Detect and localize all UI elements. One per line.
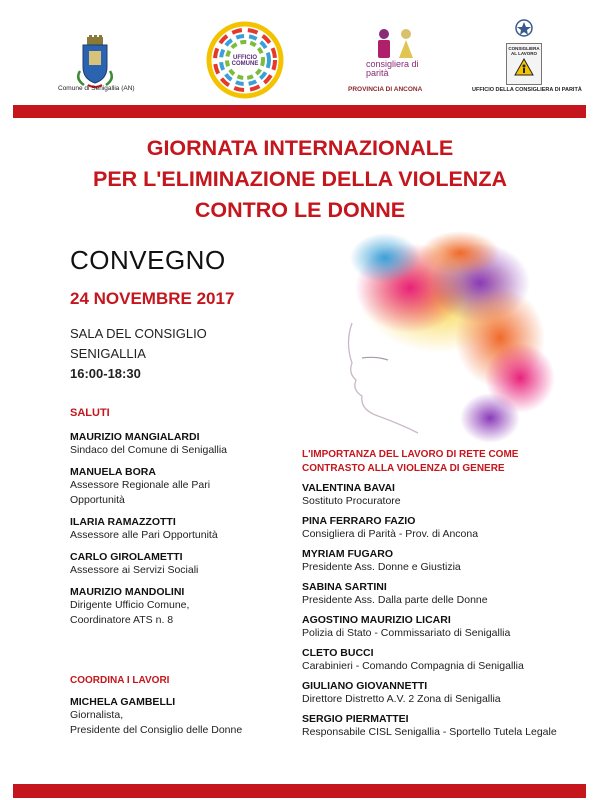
people-figures-icon [366, 28, 426, 60]
speaker-role: Direttore Distretto A.V. 2 Zona di Senigallia [302, 693, 501, 705]
speaker-name: AGOSTINO MAURIZIO LICARI [302, 614, 451, 626]
person-name: CARLO GIROLAMETTI [70, 551, 183, 563]
person-name: MAURIZIO MANGIALARDI [70, 431, 200, 443]
speaker-role: Responsabile CISL Senigallia - Sportello Tutela Legale [302, 726, 557, 738]
event-type: CONVEGNO [70, 245, 226, 275]
person-name: MANUELA BORA [70, 466, 156, 478]
ministero-sign [506, 43, 542, 85]
watercolor-face-artwork [290, 228, 560, 453]
person-role: Opportunità [70, 494, 125, 506]
list-item [302, 581, 592, 608]
title-line-1: GIORNATA INTERNAZIONALE [146, 136, 454, 160]
list-item [302, 647, 592, 674]
list-item [70, 516, 300, 543]
event-time: 16:00-18:30 [70, 366, 141, 381]
speaker-name: MYRIAM FUGARO [302, 548, 393, 560]
comune-caption: Comune di Senigallia (AN) [58, 85, 135, 92]
event-venue [70, 324, 207, 384]
person-role: Assessore Regionale alle Pari [70, 479, 211, 491]
list-item [302, 680, 592, 707]
footer-divider [13, 784, 586, 798]
moderator-role-line-2: Presidente del Consiglio delle Donne [70, 724, 243, 736]
speaker-name: CLETO BUCCI [302, 647, 374, 659]
speaker-role: Consigliera di Parità - Prov. di Ancona [302, 528, 479, 540]
emblem-icon [514, 18, 534, 38]
list-item [302, 614, 592, 641]
list-item [302, 482, 592, 509]
person-role: Sindaco del Comune di Senigallia [70, 444, 228, 456]
person-name: ILARIA RAMAZZOTTI [70, 516, 176, 528]
list-item [70, 551, 300, 578]
warning-sign-icon [514, 58, 534, 76]
consigliera-logo [340, 28, 450, 98]
comune-logo [58, 35, 135, 95]
coat-of-arms-icon [60, 35, 130, 91]
moderator-name: MICHELA GAMBELLI [70, 696, 176, 708]
list-item [70, 431, 300, 458]
header-divider [13, 105, 586, 118]
list-item [302, 548, 592, 575]
list-item [302, 713, 592, 740]
speaker-role: Polizia di Stato - Commissariato di Senigallia [302, 627, 511, 639]
venue-line-1: SALA DEL CONSIGLIO [70, 326, 207, 341]
person-role: Coordinatore ATS n. 8 [70, 614, 174, 626]
ufficio-logo-text: UFFICIO COMUNE [231, 55, 259, 67]
title-line-3: CONTRO LE DONNE [194, 198, 406, 222]
person-role: Assessore ai Servizi Sociali [70, 564, 199, 576]
speaker-name: SABINA SARTINI [302, 581, 387, 593]
speaker-role: Presidente Ass. Dalla parte delle Donne [302, 594, 488, 606]
event-date: 24 NOVEMBRE 2017 [70, 289, 235, 308]
title-line-2: PER L'ELIMINAZIONE DELLA VIOLENZA [92, 167, 507, 191]
speaker-name: SERGIO PIERMATTEI [302, 713, 409, 725]
list-item [70, 586, 300, 628]
speaker-name: GIULIANO GIOVANNETTI [302, 680, 428, 692]
ufficio-comune-logo [205, 20, 285, 100]
speaker-role: Sostituto Procuratore [302, 495, 401, 507]
saluti-heading: SALUTI [70, 407, 110, 419]
speaker-name: VALENTINA BAVAI [302, 482, 395, 494]
venue-line-2: SENIGALLIA [70, 346, 146, 361]
coordina-heading: COORDINA I LAVORI [70, 675, 170, 686]
rete-heading-line-1: L'IMPORTANZA DEL LAVORO DI RETE COME [302, 449, 519, 460]
ministero-sign-text: CONSIGLIERA AL LAVORO [508, 46, 540, 56]
rete-heading-line-2: CONTRASTO ALLA VIOLENZA DI GENERE [302, 463, 505, 474]
woman-face-watercolor-icon [290, 228, 560, 453]
event-title [0, 133, 600, 226]
saluti-section [70, 407, 300, 628]
moderator-role-line-1: Giornalista, [70, 709, 124, 721]
speaker-role: Carabinieri - Comando Compagnia di Senigallia [302, 660, 524, 672]
ministero-logo [470, 18, 580, 98]
list-item [70, 466, 300, 508]
consigliera-logo-text: consigliera di parità [366, 59, 419, 78]
list-item [302, 515, 592, 542]
speaker-name: PINA FERRARO FAZIO [302, 515, 416, 527]
provincia-caption: PROVINCIA DI ANCONA [348, 86, 423, 93]
person-role: Assessore alle Pari Opportunità [70, 529, 218, 541]
speaker-role: Presidente Ass. Donne e Giustizia [302, 561, 461, 573]
person-name: MAURIZIO MANDOLINI [70, 586, 185, 598]
ministero-caption: UFFICIO DELLA CONSIGLIERA DI PARITÀ [472, 87, 582, 93]
coordina-section [70, 675, 300, 738]
rete-section [302, 448, 592, 740]
person-role: Dirigente Ufficio Comune, [70, 599, 190, 611]
